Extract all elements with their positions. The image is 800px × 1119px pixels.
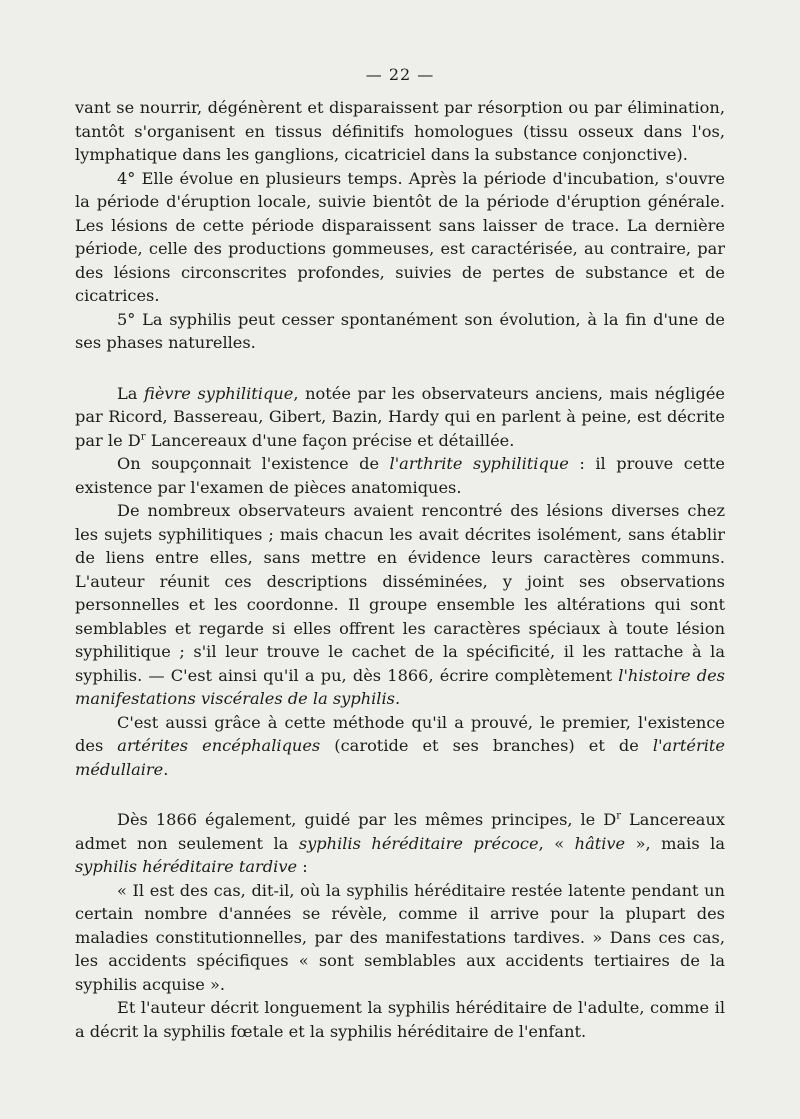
paragraph xyxy=(75,96,725,167)
text-run: Lancereaux admet non seulement la xyxy=(75,810,725,853)
text-run: De nombreux observateurs avaient rencontré des lésions diverses chez les sujets syphilitiques ; mais chacun les avait décrites isolément, sans établir de liens entre elles, sans mettre en évidence leurs caractères communs. L'auteur réunit ces descriptions disséminées, y joint ses observations personnelles et les coordonne. Il groupe ensemble les altérations qui sont semblables et regarde si elles offrent les caractères spéciaux à toute lésion syphilitique ; s'il leur trouve le cachet de la spécificité, il les rattache à la syphilis. — C'est ainsi qu'il a pu, dès 1866, écrire complètement xyxy=(75,501,725,685)
paragraph xyxy=(75,452,725,499)
italic-phrase: l'arthrite syphilitique xyxy=(389,454,569,473)
superscript: r xyxy=(140,431,146,443)
paragraph xyxy=(75,808,725,879)
text-run: : xyxy=(297,857,308,876)
italic-phrase: l'artérite médullaire xyxy=(75,736,725,779)
text-run: « Il est des cas, dit-il, où la syphilis héréditaire restée latente pendant un certain nombre d'années se révèle, comme il arrive pour la plupart des maladies constitutionnelles, par des manifestations tardives. » Dans ces cas, les accidents spécifiques « sont semblables aux accidents tertiaires de la syphilis acquise ». xyxy=(75,880,725,994)
paragraph xyxy=(75,879,725,997)
text-run: 4° Elle évolue en plusieurs temps. Après la période d'incubation, s'ouvre la période d'éruption locale, suivie bientôt de la période d'éruption générale. Les lésions de cette période disparaissent sans laisser de trace. La dernière période, celle des productions gommeuses, est caractérisée, au contraire, par des lésions circonscrites profondes, suivies de pertes de substance et de cicatrices. xyxy=(75,168,725,305)
text-run: On soupçonnait l'existence de xyxy=(117,454,390,473)
italic-phrase: l'histoire des manifestations viscérales de la syphilis xyxy=(75,665,725,708)
text-run: 5° La syphilis peut cesser spontanément son évolution, à la fin d'une de ses phases naturelles. xyxy=(75,309,725,352)
paragraph xyxy=(75,711,725,782)
text-run: Et l'auteur décrit longuement la syphilis héréditaire de l'adulte, comme il a décrit la syphilis fœtale et la syphilis héréditaire de l'enfant. xyxy=(75,998,725,1041)
text-run: C'est aussi grâce à cette méthode qu'il a prouvé, le premier, l'existence des xyxy=(75,712,725,755)
italic-phrase: syphilis héréditaire tardive xyxy=(75,857,298,876)
superscript: r xyxy=(616,810,622,822)
text-run: Lancereaux d'une façon précise et détaillée. xyxy=(145,430,515,450)
text-run: (carotide et ses branches) et de xyxy=(320,736,653,755)
text-run: . xyxy=(394,689,401,708)
text-run: . xyxy=(163,759,169,779)
text-run: », mais la xyxy=(625,833,725,853)
italic-phrase: hâtive xyxy=(574,833,626,853)
italic-phrase: syphilis héréditaire précoce xyxy=(298,833,539,853)
text-run: La xyxy=(117,383,145,403)
body-text xyxy=(75,96,725,1043)
paragraph xyxy=(75,382,725,453)
text-run: , notée par les observateurs anciens, mais négligée par Ricord, Bassereau, Gibert, Bazin, Hardy qui en parlent à peine, est décrite par le D xyxy=(75,383,726,450)
paragraph xyxy=(75,167,725,308)
paragraph xyxy=(75,308,725,355)
section-gap xyxy=(75,355,725,382)
text-run: : il prouve cette existence par l'examen de pièces anatomiques. xyxy=(75,454,725,497)
italic-phrase: artérites encéphaliques xyxy=(117,736,321,755)
page-number: — 22 — xyxy=(365,65,435,84)
paragraph xyxy=(75,996,725,1043)
text-run: Dès 1866 également, guidé par les mêmes principes, le D xyxy=(117,810,617,829)
italic-phrase: fièvre syphilitique xyxy=(144,383,294,403)
text-run: vant se nourrir, dégénèrent et disparaissent par résorption ou par élimination, tantôt s'organisent en tissus définitifs homologues (tissu osseux dans l'os, lymphatique dans les ganglions, cicatriciel dans la substance conjonctive). xyxy=(75,98,725,164)
section-gap xyxy=(75,781,725,808)
paragraph xyxy=(75,499,725,711)
text-run: , « xyxy=(538,833,575,853)
